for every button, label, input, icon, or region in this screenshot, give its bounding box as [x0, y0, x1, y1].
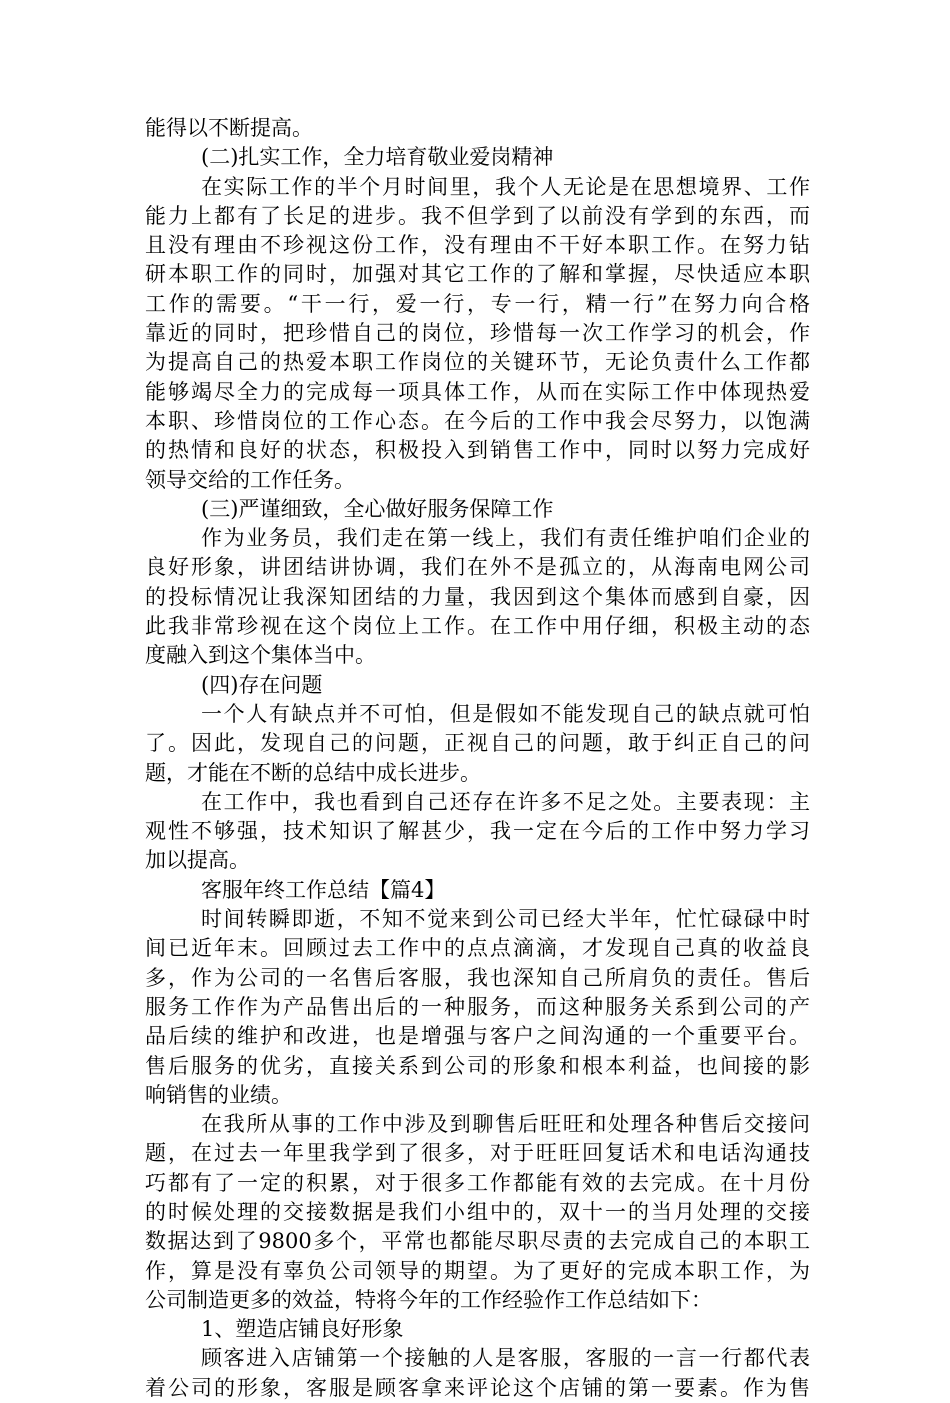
text-line: 的热情和良好的状态，积极投入到销售工作中，同时以努力完成好	[145, 438, 810, 463]
text-line: 一个人有缺点并不可怕，但是假如不能发现自己的缺点就可怕	[201, 701, 810, 726]
text-line: 为提高自己的热爱本职工作岗位的关键环节，无论负责什么工作都	[145, 350, 810, 375]
text-line: 本职、珍惜岗位的工作心态。在今后的工作中我会尽努力，以饱满	[145, 408, 810, 433]
section-heading: 客服年终工作总结【篇4】	[201, 877, 446, 902]
text-line: 巧都有了一定的积累，对于很多工作都能有效的去完成。在十月份	[145, 1170, 810, 1195]
text-line: 间已近年末。回顾过去工作中的点点滴滴，才发现自己真的收益良	[145, 936, 810, 961]
text-line: 服务工作作为产品售出后的一种服务，而这种服务关系到公司的产	[145, 994, 810, 1019]
text-line: 题，在过去一年里我学到了很多，对于旺旺回复话术和电话沟通技	[145, 1141, 810, 1166]
section-heading: 1、塑造店铺良好形象	[201, 1317, 404, 1342]
text-line: 靠近的同时，把珍惜自己的岗位，珍惜每一次工作学习的机会，作	[145, 321, 810, 346]
section-heading: (二)扎实工作，全力培育敬业爱岗精神	[201, 145, 554, 170]
text-line: 作为业务员，我们走在第一线上，我们有责任维护咱们企业的	[201, 526, 810, 551]
text-line: 能力上都有了长足的进步。我不但学到了以前没有学到的东西，而	[145, 203, 810, 228]
text-line: 此我非常珍视在这个岗位上工作。在工作中用仔细，积极主动的态	[145, 614, 810, 639]
text-line: 观性不够强，技术知识了解甚少，我一定在今后的工作中努力学习	[145, 819, 810, 844]
text-line: 度融入到这个集体当中。	[145, 643, 376, 668]
text-line: 能得以不断提高。	[145, 116, 313, 140]
text-line: 了。因此，发现自己的问题，正视自己的问题，敢于纠正自己的问	[145, 731, 810, 756]
text-line: 在工作中，我也看到自己还存在许多不足之处。主要表现：主	[201, 789, 810, 814]
section-heading: (三)严谨细致，全心做好服务保障工作	[201, 496, 554, 521]
text-line: 能够竭尽全力的完成每一项具体工作，从而在实际工作中体现热爱	[145, 379, 810, 404]
text-line: 作，算是没有辜负公司领导的期望。为了更好的完成本职工作，为	[145, 1258, 810, 1283]
text-line: 顾客进入店铺第一个接触的人是客服，客服的一言一行都代表	[201, 1346, 810, 1371]
text-line: 工作的需要。“干一行，爱一行，专一行，精一行”在努力向合格	[145, 291, 810, 316]
text-line: 售后服务的优劣，直接关系到公司的形象和根本利益，也间接的影	[145, 1053, 810, 1078]
text-line: 领导交给的工作任务。	[145, 467, 355, 492]
text-line: 的投标情况让我深知团结的力量，我因到这个集体而感到自豪，因	[145, 584, 810, 609]
text-line: 良好形象，讲团结讲协调，我们在外不是孤立的，从海南电网公司	[145, 555, 810, 580]
text-line: 公司制造更多的效益，特将今年的工作经验作工作总结如下：	[145, 1287, 712, 1312]
text-line: 研本职工作的同时，加强对其它工作的了解和掌握，尽快适应本职	[145, 262, 810, 287]
text-line: 多，作为公司的一名售后客服，我也深知自己所肩负的责任。售后	[145, 965, 810, 990]
text-line: 品后续的维护和改进，也是增强与客户之间沟通的一个重要平台。	[145, 1024, 810, 1049]
text-line: 且没有理由不珍视这份工作，没有理由不干好本职工作。在努力钻	[145, 233, 810, 258]
text-line: 数据达到了9800多个，平常也都能尽职尽责的去完成自己的本职工	[145, 1229, 810, 1254]
text-line: 在实际工作的半个月时间里，我个人无论是在思想境界、工作	[201, 174, 810, 199]
document-page	[145, 114, 810, 1403]
text-line: 题，才能在不断的总结中成长进步。	[145, 760, 481, 785]
text-line: 加以提高。	[145, 848, 250, 873]
text-line: 时间转瞬即逝，不知不觉来到公司已经大半年，忙忙碌碌中时	[201, 907, 810, 932]
text-line: 在我所从事的工作中涉及到聊售后旺旺和处理各种售后交接问	[201, 1112, 810, 1137]
text-line: 的时候处理的交接数据是我们小组中的，双十一的当月处理的交接	[145, 1199, 810, 1224]
text-line: 响销售的业绩。	[145, 1082, 292, 1107]
section-heading: (四)存在问题	[201, 672, 323, 697]
text-line: 着公司的形象，客服是顾客拿来评论这个店铺的第一要素。作为售	[145, 1375, 810, 1400]
